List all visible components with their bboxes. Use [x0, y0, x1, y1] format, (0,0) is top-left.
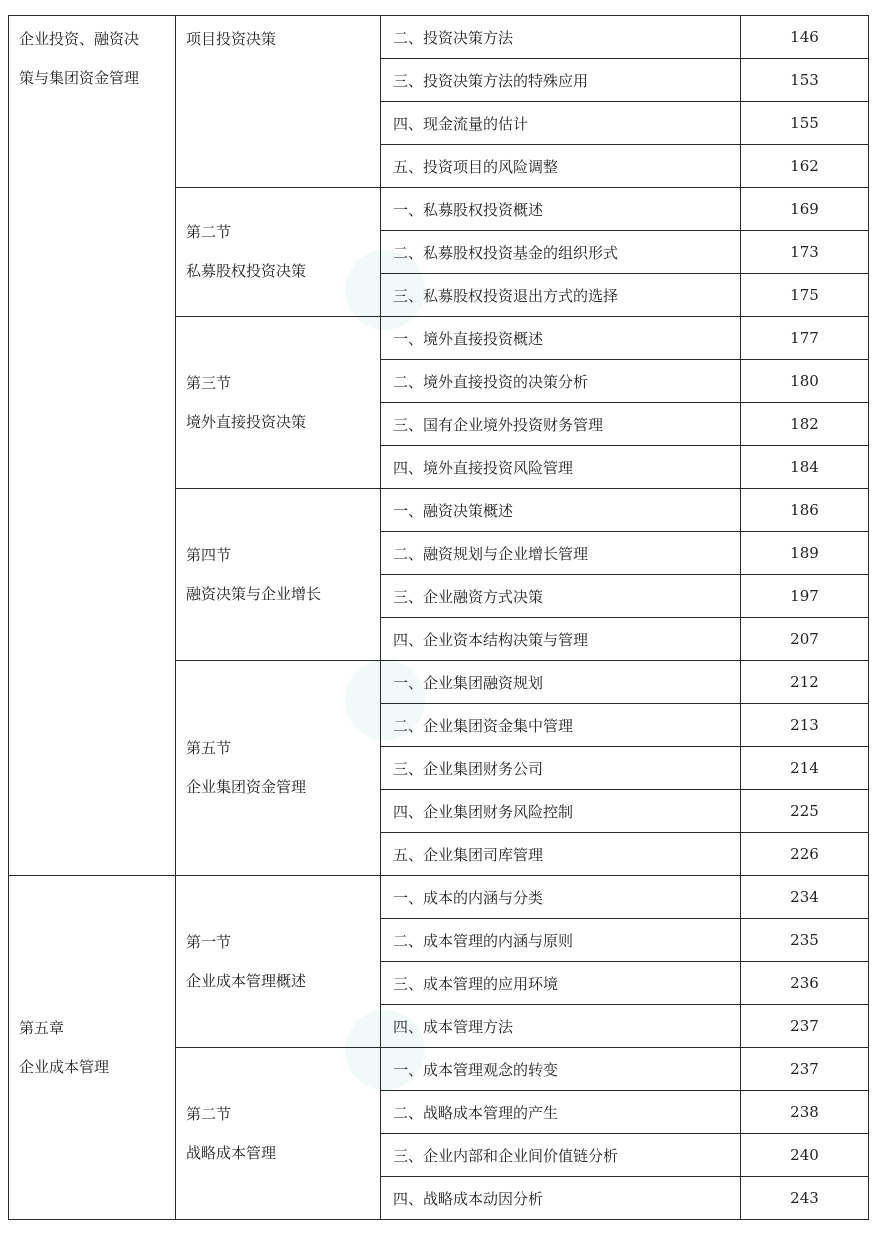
toc-page-number: 153 — [741, 59, 869, 102]
toc-page-number: 235 — [741, 919, 869, 962]
toc-item-title: 一、私募股权投资概述 — [381, 188, 741, 231]
toc-item-title: 一、成本的内涵与分类 — [381, 876, 741, 919]
chapter-title-line: 企业投资、融资决 — [19, 30, 140, 48]
section-title-line: 第二节 — [186, 1104, 232, 1123]
toc-item-title: 二、境外直接投资的决策分析 — [381, 360, 741, 403]
toc-row — [9, 876, 869, 919]
toc-page-number: 237 — [741, 1005, 869, 1048]
toc-item-title: 二、私募股权投资基金的组织形式 — [381, 231, 741, 274]
toc-page-number: 155 — [741, 102, 869, 145]
toc-item-title: 一、境外直接投资概述 — [381, 317, 741, 360]
section-cell — [176, 16, 381, 188]
section-title-line: 融资决策与企业增长 — [186, 584, 322, 603]
toc-item-title: 五、企业集团司库管理 — [381, 833, 741, 876]
toc-page-number: 173 — [741, 231, 869, 274]
toc-item-title: 四、企业集团财务风险控制 — [381, 790, 741, 833]
toc-page-number: 226 — [741, 833, 869, 876]
toc-page-number: 146 — [741, 16, 869, 59]
toc-page-number: 240 — [741, 1134, 869, 1177]
toc-item-title: 三、成本管理的应用环境 — [381, 962, 741, 1005]
chapter-cell — [9, 16, 176, 876]
toc-page-number: 182 — [741, 403, 869, 446]
toc-page-number: 213 — [741, 704, 869, 747]
toc-page-number: 197 — [741, 575, 869, 618]
section-cell — [176, 489, 381, 661]
toc-page-number: 243 — [741, 1177, 869, 1220]
toc-item-title: 三、投资决策方法的特殊应用 — [381, 59, 741, 102]
toc-item-title: 二、成本管理的内涵与原则 — [381, 919, 741, 962]
toc-item-title: 三、私募股权投资退出方式的选择 — [381, 274, 741, 317]
toc-item-title: 四、战略成本动因分析 — [381, 1177, 741, 1220]
toc-page-number: 180 — [741, 360, 869, 403]
toc-page-number: 236 — [741, 962, 869, 1005]
section-title-line: 第五节 — [186, 739, 232, 757]
section-cell — [176, 876, 381, 1048]
chapter-title-line: 企业成本管理 — [19, 1057, 110, 1076]
toc-item-title: 三、企业集团财务公司 — [381, 747, 741, 790]
section-cell — [176, 188, 381, 317]
toc-page-number: 184 — [741, 446, 869, 489]
toc-item-title: 一、企业集团融资规划 — [381, 661, 741, 704]
toc-item-title: 四、企业资本结构决策与管理 — [381, 618, 741, 661]
chapter-cell — [9, 876, 176, 1220]
toc-page-number: 169 — [741, 188, 869, 231]
chapter-title-line: 第五章 — [19, 1018, 65, 1037]
toc-item-title: 二、战略成本管理的产生 — [381, 1091, 741, 1134]
section-title-line: 企业集团资金管理 — [186, 778, 307, 796]
toc-page-number: 214 — [741, 747, 869, 790]
toc-item-title: 四、境外直接投资风险管理 — [381, 446, 741, 489]
section-title-line: 第二节 — [186, 223, 232, 241]
section-title-line: 第一节 — [186, 932, 232, 951]
section-title-line: 项目投资决策 — [186, 30, 277, 48]
section-title-line: 境外直接投资决策 — [186, 412, 307, 431]
toc-item-title: 二、投资决策方法 — [381, 16, 741, 59]
toc-page-number: 238 — [741, 1091, 869, 1134]
section-cell — [176, 1048, 381, 1220]
toc-table — [8, 15, 869, 1220]
chapter-title-line: 策与集团资金管理 — [19, 69, 140, 87]
section-title-line: 第四节 — [186, 545, 232, 564]
toc-item-title: 四、成本管理方法 — [381, 1005, 741, 1048]
toc-page-number: 237 — [741, 1048, 869, 1091]
section-title-line: 第三节 — [186, 373, 232, 392]
toc-item-title: 四、现金流量的估计 — [381, 102, 741, 145]
section-cell — [176, 661, 381, 876]
section-title-line: 企业成本管理概述 — [186, 971, 307, 990]
toc-body — [9, 16, 869, 1220]
toc-item-title: 三、企业融资方式决策 — [381, 575, 741, 618]
toc-item-title: 二、企业集团资金集中管理 — [381, 704, 741, 747]
toc-item-title: 五、投资项目的风险调整 — [381, 145, 741, 188]
toc-page-number: 212 — [741, 661, 869, 704]
toc-item-title: 二、融资规划与企业增长管理 — [381, 532, 741, 575]
toc-item-title: 一、成本管理观念的转变 — [381, 1048, 741, 1091]
toc-row — [9, 16, 869, 59]
toc-page-number: 177 — [741, 317, 869, 360]
section-title-line: 私募股权投资决策 — [186, 262, 307, 280]
toc-item-title: 三、国有企业境外投资财务管理 — [381, 403, 741, 446]
toc-item-title: 三、企业内部和企业间价值链分析 — [381, 1134, 741, 1177]
toc-page-number: 207 — [741, 618, 869, 661]
toc-page-number: 175 — [741, 274, 869, 317]
toc-item-title: 一、融资决策概述 — [381, 489, 741, 532]
section-cell — [176, 317, 381, 489]
toc-page-number: 162 — [741, 145, 869, 188]
toc-page-number: 186 — [741, 489, 869, 532]
toc-page-number: 234 — [741, 876, 869, 919]
toc-page-number: 225 — [741, 790, 869, 833]
toc-page-number: 189 — [741, 532, 869, 575]
section-title-line: 战略成本管理 — [186, 1143, 277, 1162]
